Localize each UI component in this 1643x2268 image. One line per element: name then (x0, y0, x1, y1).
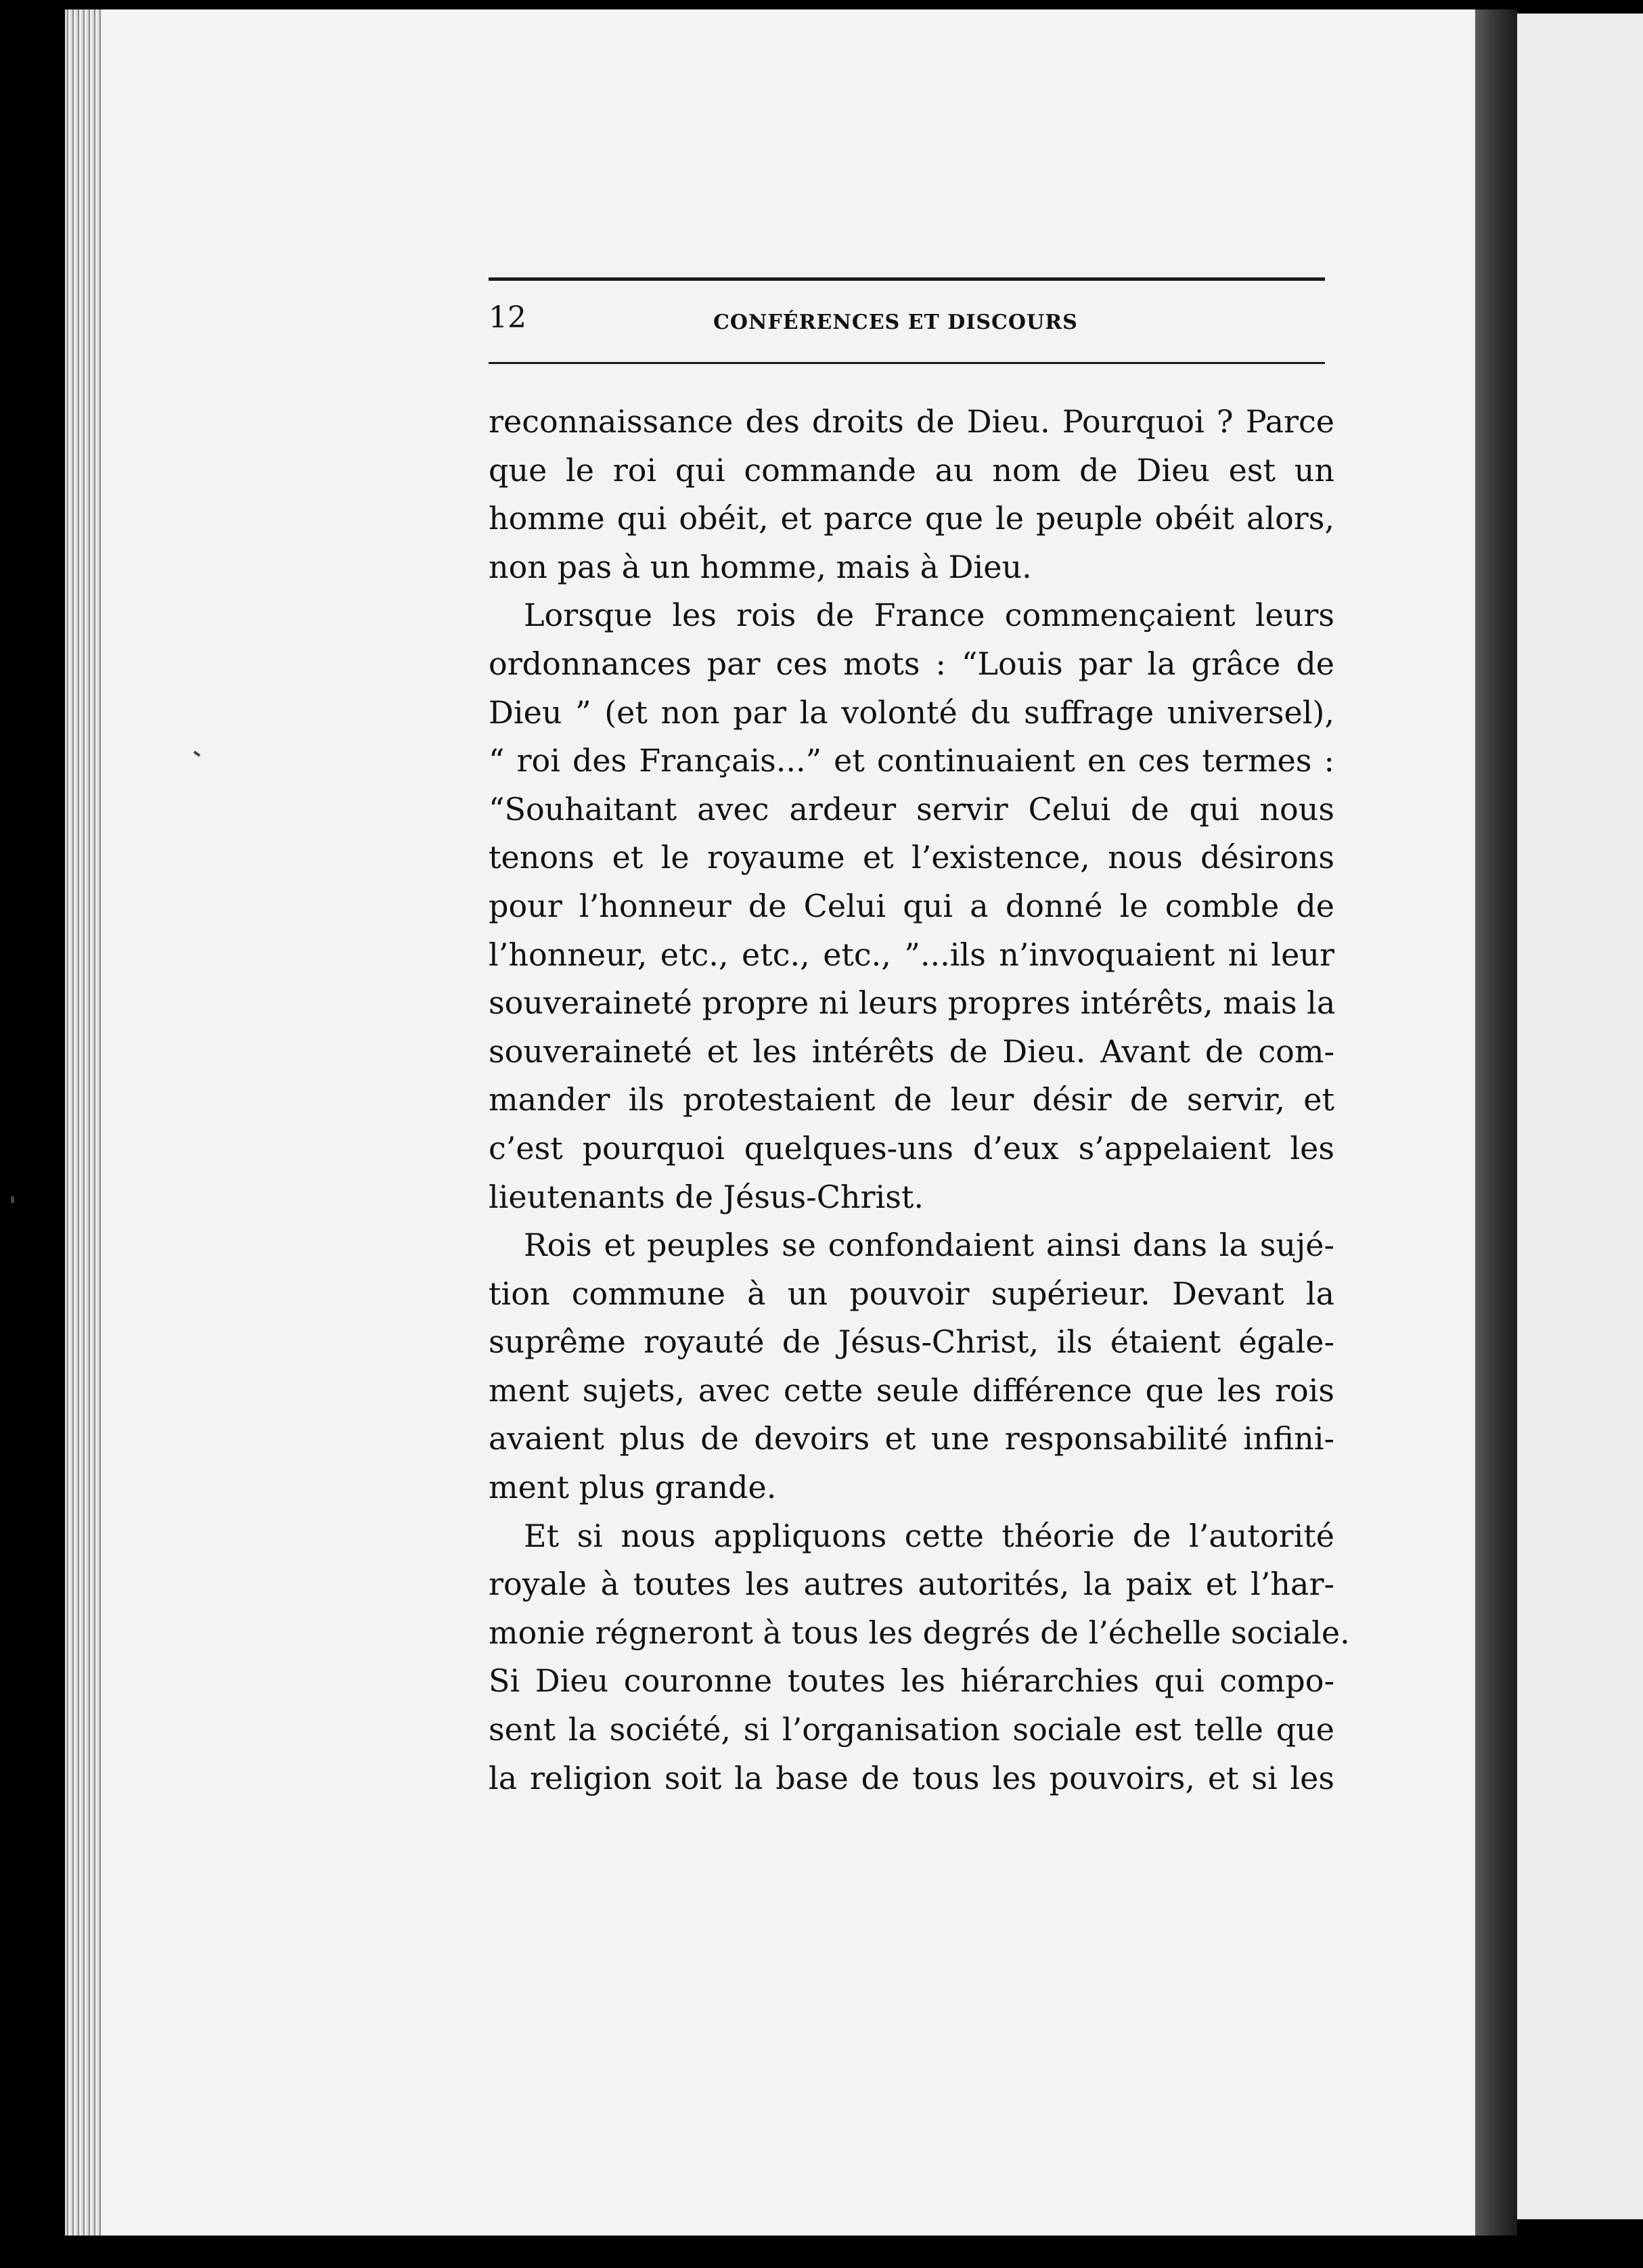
text-line: lieutenants de Jésus-Christ. (489, 1178, 924, 1215)
text-line: ordonnances par ces mots : “Louis par la grâce de (489, 645, 1334, 682)
text-line: avaient plus de devoirs et une responsabilité infini- (489, 1420, 1334, 1457)
text-line: tion commune à un pouvoir supérieur. Devant la (489, 1275, 1334, 1312)
text-line: ment plus grande. (489, 1469, 777, 1506)
text-line: l’honneur, etc., etc., etc., ”...ils n’invoquaient ni leur (489, 936, 1334, 973)
text-line: mander ils protestaient de leur désir de servir, et (489, 1081, 1334, 1118)
text-line: souveraineté et les intérêts de Dieu. Avant de com- (489, 1033, 1334, 1070)
text-line: Et si nous appliquons cette théorie de l’autorité (524, 1517, 1334, 1554)
adjacent-page-edge (1517, 14, 1643, 2219)
header-bottom-rule (489, 362, 1325, 364)
body-text (489, 398, 1350, 1802)
gutter-shadow (1475, 9, 1517, 2236)
page-number: 12 (489, 300, 526, 335)
text-line: “Souhaitant avec ardeur servir Celui de qui nous (489, 790, 1334, 827)
text-line: c’est pourquoi quelques-uns d’eux s’appelaient les (489, 1129, 1334, 1166)
text-line: Si Dieu couronne toutes les hiérarchies qui compo- (489, 1662, 1334, 1700)
text-line: sent la société, si l’organisation sociale est telle que (489, 1711, 1334, 1748)
text-line: Lorsque les rois de France commençaient leurs (524, 597, 1334, 634)
text-line: pour l’honneur de Celui qui a donné le comble de (489, 887, 1334, 924)
text-line: homme qui obéit, et parce que le peuple obéit alors, (489, 500, 1334, 537)
text-line: Dieu ” (et non par la volonté du suffrage universel), (489, 694, 1334, 731)
header-top-rule (489, 277, 1325, 281)
text-line: que le roi qui commande au nom de Dieu est un (489, 451, 1334, 489)
running-title: CONFÉRENCES ET DISCOURS (713, 311, 1078, 334)
text-line: suprême royauté de Jésus-Christ, ils étaient égale- (489, 1323, 1334, 1361)
page-edge-stack (65, 9, 102, 2236)
text-line: la religion soit la base de tous les pouvoirs, et si les (489, 1759, 1334, 1796)
text-line: ment sujets, avec cette seule différence que les rois (489, 1371, 1334, 1409)
text-line: royale à toutes les autres autorités, la paix et l’har- (489, 1566, 1334, 1603)
text-line: souveraineté propre ni leurs propres intérêts, mais la (489, 984, 1336, 1022)
text-line: Rois et peuples se confondaient ainsi dans la sujé- (524, 1227, 1334, 1264)
text-line: tenons et le royaume et l’existence, nous désirons (489, 839, 1334, 876)
text-line: monie régneront à tous les degrés de l’échelle sociale. (489, 1614, 1350, 1651)
stray-mark (11, 1196, 14, 1203)
text-line: reconnaissance des droits de Dieu. Pourquoi ? Parce (489, 403, 1334, 440)
text-line: “ roi des Français...” et continuaient en ces termes : (489, 742, 1334, 779)
text-line: non pas à un homme, mais à Dieu. (489, 548, 1032, 585)
